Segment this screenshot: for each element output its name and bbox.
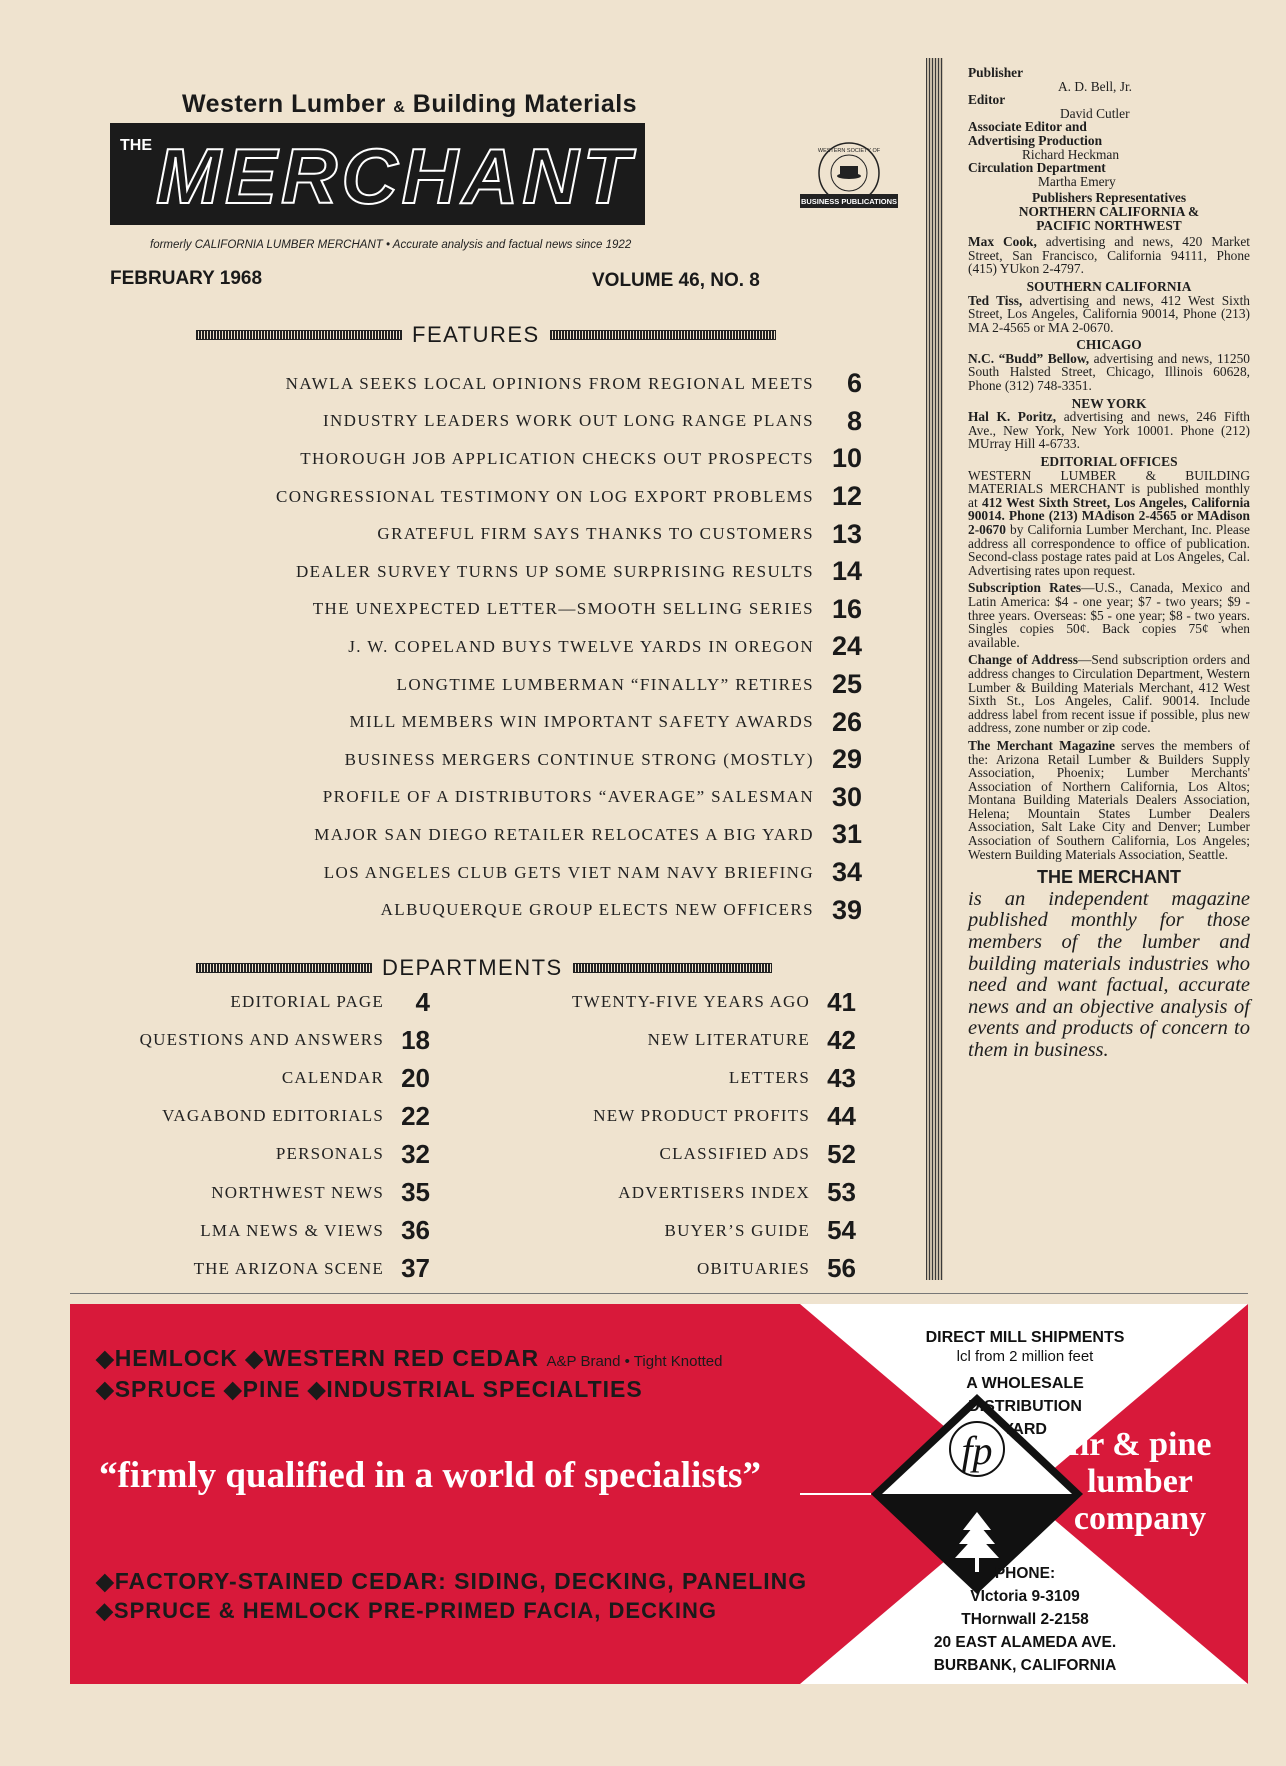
supertitle-part-b: Building Materials bbox=[412, 90, 638, 118]
region-chicago: CHICAGO bbox=[1076, 337, 1142, 353]
editorial-offices-label: EDITORIAL OFFICES bbox=[1040, 454, 1178, 470]
editorial-offices-address: 412 West Sixth Street, Los Angeles, California 90014. Phone (213) MAdison 2-4565 or MAdison 2-0670 bbox=[968, 494, 1250, 537]
departments-right-list bbox=[490, 983, 856, 1288]
feature-item-page: 34 bbox=[831, 857, 862, 888]
seal-bottom-text: BUSINESS PUBLICATIONS bbox=[800, 197, 898, 206]
ad-address-2: BURBANK, CALIFORNIA bbox=[933, 1657, 1117, 1674]
staff-box bbox=[968, 66, 1250, 1062]
department-item bbox=[490, 983, 856, 1021]
seal-top-text: WESTERN SOCIETY OF bbox=[817, 148, 881, 154]
masthead-the: THE bbox=[120, 137, 152, 154]
ad-distribution: DISTRIBUTION bbox=[968, 1398, 1082, 1415]
feature-item-page: 8 bbox=[846, 405, 862, 436]
feature-item-title: THE UNEXPECTED LETTER—SMOOTH SELLING SERIES bbox=[312, 599, 814, 619]
department-item-title: QUESTIONS AND ANSWERS bbox=[139, 1030, 384, 1050]
assoc-editor-label: Associate Editor and bbox=[968, 119, 1087, 135]
department-item-page: 54 bbox=[827, 1215, 856, 1246]
ad-line-cedar: ◆FACTORY-STAINED CEDAR: SIDING, DECKING, PANELING bbox=[96, 1568, 808, 1594]
rep-chicago-name: N.C. “Budd” Bellow, bbox=[968, 350, 1090, 366]
feature-item bbox=[150, 591, 862, 629]
ad-top-rule bbox=[70, 1293, 1248, 1294]
ad-direct-mill: DIRECT MILL SHIPMENTS bbox=[925, 1329, 1125, 1346]
department-item-title: NEW LITERATURE bbox=[647, 1030, 810, 1050]
department-item-page: 56 bbox=[827, 1253, 856, 1284]
department-item-page: 35 bbox=[401, 1177, 430, 1208]
serves-label: The Merchant Magazine bbox=[968, 737, 1115, 753]
ad-yard: YARD bbox=[1003, 1421, 1047, 1438]
department-item bbox=[490, 1250, 856, 1288]
department-item-title: ADVERTISERS INDEX bbox=[618, 1182, 810, 1202]
ad-wholesale: A WHOLESALE bbox=[966, 1375, 1084, 1392]
coa-label: Change of Address bbox=[968, 652, 1078, 668]
ad-line-facia: ◆SPRUCE & HEMLOCK PRE-PRIMED FACIA, DECKING bbox=[96, 1598, 717, 1623]
department-item-title: LMA NEWS & VIEWS bbox=[200, 1220, 384, 1240]
feature-item bbox=[150, 365, 862, 403]
feature-item-title: PROFILE OF A DISTRIBUTORS “AVERAGE” SALESMAN bbox=[322, 787, 814, 807]
heading-rule bbox=[196, 330, 402, 340]
company-name bbox=[1045, 1426, 1235, 1537]
rep-norcal-text: advertising and news, 420 Market Street, San Francisco, California 94111, Phone (415) YUkon 2-4797. bbox=[968, 234, 1250, 277]
subscription-text: —U.S., Canada, Mexico and Latin America: $4 - one year; $7 - two years; $9 - three years. Overseas: $5 - one year; $8 - two years. Singles copies 50¢. Back copies 75¢ when available. bbox=[968, 580, 1250, 650]
department-item bbox=[100, 1250, 430, 1288]
department-item-page: 36 bbox=[401, 1215, 430, 1246]
feature-item-page: 12 bbox=[831, 481, 862, 512]
departments-heading bbox=[196, 955, 772, 981]
ad-phone-1: VIctoria 9-3109 bbox=[970, 1588, 1080, 1605]
department-item-title: PERSONALS bbox=[275, 1144, 384, 1164]
feature-item-title: J. W. COPELAND BUYS TWELVE YARDS IN OREGON bbox=[348, 636, 814, 656]
department-item bbox=[490, 1097, 856, 1135]
department-item-title: EDITORIAL PAGE bbox=[230, 992, 384, 1012]
department-item-page: 52 bbox=[827, 1138, 856, 1169]
department-item-page: 53 bbox=[827, 1177, 856, 1208]
rep-chicago bbox=[968, 352, 1250, 393]
department-item-page: 20 bbox=[401, 1062, 430, 1093]
heading-rule bbox=[573, 963, 772, 973]
feature-item bbox=[150, 628, 862, 666]
feature-item-page: 6 bbox=[846, 368, 862, 399]
ad-line-spruce: ◆SPRUCE ◆PINE ◆INDUSTRIAL SPECIALTIES bbox=[96, 1376, 643, 1402]
ad-phone-label: PHONE: bbox=[994, 1565, 1056, 1582]
department-item bbox=[100, 983, 430, 1021]
department-item-page: 42 bbox=[827, 1024, 856, 1055]
subscription-rates bbox=[968, 581, 1250, 649]
ad-address-1: 20 EAST ALAMEDA AVE. bbox=[933, 1634, 1117, 1651]
features-heading-label: FEATURES bbox=[412, 322, 540, 347]
ad-lcl: lcl from 2 million feet bbox=[956, 1348, 1094, 1365]
ad-line-hemlock bbox=[96, 1345, 722, 1372]
region-socal: SOUTHERN CALIFORNIA bbox=[1026, 278, 1192, 294]
department-item-page: 32 bbox=[401, 1138, 430, 1169]
feature-item-title: ALBUQUERQUE GROUP ELECTS NEW OFFICERS bbox=[380, 900, 814, 920]
feature-item-title: INDUSTRY LEADERS WORK OUT LONG RANGE PLANS bbox=[322, 411, 814, 431]
feature-item bbox=[150, 553, 862, 591]
department-item-title: TWENTY-FIVE YEARS AGO bbox=[572, 992, 810, 1012]
masthead-logo bbox=[110, 123, 645, 225]
feature-item-page: 31 bbox=[831, 819, 862, 850]
rep-ny-text: advertising and news, 246 Fifth Ave., New York, New York 10001. Phone (212) MUrray Hill 4-6733. bbox=[968, 409, 1250, 452]
change-of-address bbox=[968, 653, 1250, 735]
company-name-line2: lumber bbox=[1087, 1463, 1193, 1500]
department-item-page: 4 bbox=[415, 986, 430, 1017]
feature-item-title: CONGRESSIONAL TESTIMONY ON LOG EXPORT PROBLEMS bbox=[275, 486, 814, 506]
feature-item-page: 13 bbox=[831, 518, 862, 549]
supertitle bbox=[182, 90, 637, 119]
feature-item bbox=[150, 741, 862, 779]
the-merchant-heading: THE MERCHANT bbox=[1037, 867, 1181, 888]
feature-item-title: DEALER SURVEY TURNS UP SOME SURPRISING RESULTS bbox=[295, 561, 814, 581]
rep-norcal bbox=[968, 235, 1250, 276]
issue-volume: VOLUME 46, NO. 8 bbox=[592, 270, 760, 291]
feature-item-page: 39 bbox=[831, 894, 862, 925]
department-item bbox=[100, 1212, 430, 1250]
publisher-label: Publisher bbox=[968, 65, 1024, 80]
editorial-offices-text-1: WESTERN LUMBER & BUILDING MATERIALS MERCHANT is published monthly at bbox=[968, 467, 1250, 510]
department-item-title: BUYER’S GUIDE bbox=[664, 1220, 810, 1240]
features-heading bbox=[196, 322, 776, 348]
wsbp-seal-icon bbox=[800, 140, 898, 210]
rep-socal-name: Ted Tiss, bbox=[968, 292, 1023, 308]
department-item-title: CALENDAR bbox=[281, 1068, 384, 1088]
ad-brand-note: A&P Brand • Tight Knotted bbox=[546, 1353, 723, 1370]
department-item bbox=[100, 1021, 430, 1059]
department-item-title: NEW PRODUCT PROFITS bbox=[593, 1106, 810, 1126]
feature-item bbox=[150, 779, 862, 817]
department-item-title: THE ARIZONA SCENE bbox=[193, 1258, 384, 1278]
region-pacnw: PACIFIC NORTHWEST bbox=[1036, 217, 1182, 233]
rep-ny-name: Hal K. Poritz, bbox=[968, 409, 1057, 425]
ad-contact bbox=[890, 1562, 1160, 1677]
feature-item-title: LONGTIME LUMBERMAN “FINALLY” RETIRES bbox=[396, 674, 814, 694]
department-item-title: NORTHWEST NEWS bbox=[211, 1182, 384, 1202]
feature-item bbox=[150, 515, 862, 553]
feature-item-title: MILL MEMBERS WIN IMPORTANT SAFETY AWARDS bbox=[349, 712, 814, 732]
editorial-offices-text-2: by California Lumber Merchant, Inc. Please address all correspondence to office of publication. Second-class postage rates paid at Los Angeles, Cal. Advertising rates upon request. bbox=[968, 522, 1250, 578]
feature-item-page: 16 bbox=[831, 593, 862, 624]
feature-item-page: 29 bbox=[831, 744, 862, 775]
assoc-editor-name: Richard Heckman bbox=[1022, 146, 1120, 162]
serves-members bbox=[968, 739, 1250, 861]
department-item-title: CLASSIFIED ADS bbox=[659, 1144, 810, 1164]
feature-item bbox=[150, 666, 862, 704]
department-item bbox=[490, 1059, 856, 1097]
ad-production-label: Advertising Production bbox=[968, 132, 1103, 148]
department-item bbox=[100, 1173, 430, 1211]
rep-ny bbox=[968, 410, 1250, 451]
department-item bbox=[100, 1097, 430, 1135]
ad-top-info bbox=[870, 1328, 1180, 1439]
region-norcal: NORTHERN CALIFORNIA & bbox=[1018, 203, 1200, 219]
department-item-page: 44 bbox=[827, 1100, 856, 1131]
issue-date: FEBRUARY 1968 bbox=[110, 268, 263, 289]
fp-logo-text: fp bbox=[961, 1428, 993, 1473]
rep-socal-text: advertising and news, 412 West Sixth Street, Los Angeles, California 90014, Phone (213) MA 2-4565 or MA 2-0670. bbox=[968, 292, 1250, 335]
coa-text: —Send subscription orders and address changes to Circulation Department, Western Lumber & Building Materials Merchant, 412 West Sixth St., Los Angeles, Calif. 90014. Include address label from recent issue if possible, plus new address, zone number or zip code. bbox=[968, 652, 1250, 736]
feature-item-page: 26 bbox=[831, 706, 862, 737]
department-item-page: 37 bbox=[401, 1253, 430, 1284]
the-merchant-description: is an independent magazine published monthly for those members of the lumber and building materials industries who need and want factual, accurate news and an objective analysis of events and products of concern to them in business. bbox=[968, 887, 1250, 1061]
publisher-name: A. D. Bell, Jr. bbox=[1058, 78, 1133, 94]
feature-item-page: 30 bbox=[831, 781, 862, 812]
department-item bbox=[100, 1059, 430, 1097]
feature-item-title: NAWLA SEEKS LOCAL OPINIONS FROM REGIONAL MEETS bbox=[285, 373, 814, 393]
editorial-offices bbox=[968, 469, 1250, 578]
circulation-name: Martha Emery bbox=[1038, 173, 1116, 189]
supertitle-ampersand: & bbox=[393, 99, 406, 116]
department-item-title: LETTERS bbox=[728, 1068, 810, 1088]
ad-slogan: “firmly qualified in a world of specialists” bbox=[99, 1455, 761, 1496]
serves-text: serves the members of the: Arizona Retail Lumber & Builders Supply Association, Phoenix; Lumber Merchants' Association of Northern California, Los Altos; Montana Building Materials Dealers Association, Helena; Mountain States Lumber Dealers Association, Salt Lake City and Denver; Lumber Association of Southern California, Los Angeles; Western Building Materials Association, Seattle. bbox=[968, 737, 1251, 862]
supertitle-part-a: Western Lumber bbox=[182, 90, 386, 118]
rep-norcal-name: Max Cook, bbox=[968, 234, 1037, 250]
department-item bbox=[490, 1021, 856, 1059]
region-ny: NEW YORK bbox=[1071, 395, 1147, 411]
department-item bbox=[490, 1135, 856, 1173]
department-item-page: 41 bbox=[827, 986, 856, 1017]
department-item-page: 18 bbox=[401, 1024, 430, 1055]
ad-line-hemlock-text: ◆HEMLOCK ◆WESTERN RED CEDAR bbox=[96, 1345, 540, 1371]
formerly-tagline: formerly CALIFORNIA LUMBER MERCHANT • Accurate analysis and factual news since 1922 bbox=[150, 239, 632, 251]
feature-item bbox=[150, 891, 862, 929]
feature-item-title: LOS ANGELES CLUB GETS VIET NAM NAVY BRIEFING bbox=[323, 862, 814, 882]
feature-item-title: GRATEFUL FIRM SAYS THANKS TO CUSTOMERS bbox=[377, 524, 814, 544]
feature-item bbox=[150, 403, 862, 441]
feature-item bbox=[150, 854, 862, 892]
feature-item-title: MAJOR SAN DIEGO RETAILER RELOCATES A BIG YARD bbox=[314, 824, 814, 844]
subscription-label: Subscription Rates bbox=[968, 580, 1082, 596]
heading-rule bbox=[550, 330, 776, 340]
masthead-title: MERCHANT bbox=[156, 132, 635, 220]
feature-item bbox=[150, 816, 862, 854]
heading-rule bbox=[196, 963, 372, 973]
feature-item-page: 14 bbox=[831, 556, 862, 587]
rep-socal bbox=[968, 294, 1250, 335]
department-item-page: 43 bbox=[827, 1062, 856, 1093]
feature-item-title: THOROUGH JOB APPLICATION CHECKS OUT PROSPECTS bbox=[300, 448, 814, 468]
departments-heading-label: DEPARTMENTS bbox=[382, 955, 563, 980]
feature-item-page: 24 bbox=[831, 631, 862, 662]
feature-item bbox=[150, 703, 862, 741]
rep-chicago-text: advertising and news, 11250 South Halsted Street, Chicago, Illinois 60628, Phone (312) 748-3351. bbox=[968, 350, 1251, 394]
department-item-title: VAGABOND EDITORIALS bbox=[162, 1106, 384, 1126]
ad-phone-2: THornwall 2-2158 bbox=[961, 1611, 1089, 1628]
feature-item-page: 25 bbox=[831, 669, 862, 700]
feature-item-title: BUSINESS MERGERS CONTINUE STRONG (MOSTLY) bbox=[344, 749, 814, 769]
circulation-label: Circulation Department bbox=[968, 160, 1106, 176]
editor-label: Editor bbox=[968, 92, 1006, 108]
column-divider bbox=[926, 58, 943, 1280]
department-item bbox=[100, 1135, 430, 1173]
editor-name: David Cutler bbox=[1060, 105, 1130, 121]
company-name-line1: fir & pine bbox=[1068, 1426, 1212, 1463]
reps-label: Publishers Representatives bbox=[1031, 190, 1187, 206]
features-list bbox=[150, 365, 862, 929]
department-item bbox=[490, 1173, 856, 1211]
feature-item-page: 10 bbox=[831, 443, 862, 474]
department-item-title: OBITUARIES bbox=[696, 1258, 810, 1278]
company-name-line3: company bbox=[1073, 1500, 1207, 1537]
department-item-page: 22 bbox=[401, 1100, 430, 1131]
feature-item bbox=[150, 478, 862, 516]
departments-left-list bbox=[100, 983, 430, 1288]
fir-pine-advertisement bbox=[70, 1304, 1248, 1684]
department-item bbox=[490, 1212, 856, 1250]
feature-item bbox=[150, 440, 862, 478]
